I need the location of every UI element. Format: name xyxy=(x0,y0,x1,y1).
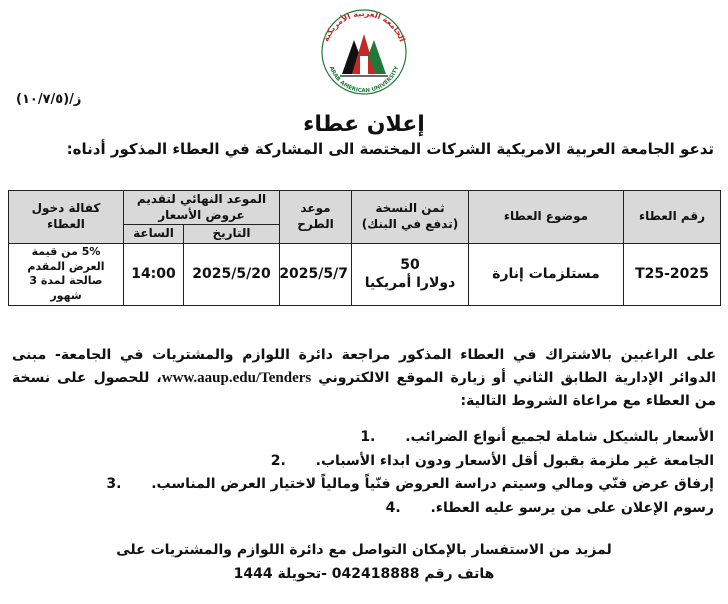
tender-table xyxy=(8,190,721,306)
cell-bond-line3: صالحة لمدة 3 شهور xyxy=(29,274,103,303)
header-release xyxy=(280,191,352,244)
contact-phone: هاتف رقم 042418888 -تحويلة 1444 xyxy=(233,566,495,582)
svg-text:الجامعة العربية الأمريكية: الجامعة العربية الأمريكية xyxy=(321,8,407,43)
header-bond-line1: كفالة دخول xyxy=(31,201,101,216)
instructions-text-end: ، للحصول على نسخة من العطاء مع مراعاة الشروط التالية: xyxy=(12,370,716,409)
tenders-website-link[interactable]: www.aaup.edu/Tenders xyxy=(161,370,312,386)
header-subject: موضوع العطاء xyxy=(469,191,624,244)
university-seal-icon xyxy=(312,6,416,96)
list-item xyxy=(74,450,714,474)
page-title: إعلان عطاء xyxy=(303,112,425,137)
university-logo xyxy=(312,6,416,96)
cell-release-date: 2025/5/7 xyxy=(280,243,352,305)
cell-bond-line1: 5% من قيمة xyxy=(31,244,101,258)
header-deadline-line2: عروض الأسعار xyxy=(158,207,245,222)
table-header-row xyxy=(9,191,721,225)
cell-bond-line2: العرض المقدم xyxy=(27,259,105,273)
list-item xyxy=(74,497,714,521)
header-deadline xyxy=(124,191,280,225)
cell-deadline-date: 2025/5/20 xyxy=(184,243,280,305)
table-row xyxy=(9,243,721,305)
list-item-number: 3. xyxy=(106,476,122,492)
instructions-paragraph xyxy=(12,344,716,413)
list-item xyxy=(74,426,714,450)
list-item-text: إرفاق عرض فنّي ومالي وسيتم دراسة العروض فنّياً ومالياً لاختيار العرض المناسب. xyxy=(151,476,714,492)
list-item-text: رسوم الإعلان على من يرسو عليه العطاء. xyxy=(430,499,714,516)
reference-number: ز/(١٠/٧/٥) xyxy=(16,92,82,107)
contact-info xyxy=(0,538,728,586)
cell-tender-no: T25-2025 xyxy=(624,243,721,305)
list-item-number: 1. xyxy=(360,429,376,445)
header-copy-price-line1: ثمن النسخة xyxy=(375,201,445,216)
cell-price-currency: دولارا أمريكيا xyxy=(364,275,456,292)
header-deadline-line1: الموعد النهائي لتقديم xyxy=(136,192,267,206)
list-item-number: 4. xyxy=(385,499,401,516)
header-tender-no: رقم العطاء xyxy=(624,191,721,244)
header-copy-price-line2: (تدفع في البنك) xyxy=(361,216,459,231)
cell-bond xyxy=(9,243,124,305)
header-bond-line2: العطاء xyxy=(47,216,85,231)
conditions-list xyxy=(74,426,714,520)
header-date: التاريخ xyxy=(184,225,280,244)
header-release-line2: الطرح xyxy=(297,216,334,231)
instructions-text-start: على الراغبين بالاشتراك في العطاء المذكور مراجعة دائرة اللوازم والمشتريات في الجامعة- مبنى الدوائر الإدارية الطابق الثاني أو زيارة الموقع الالكتروني xyxy=(12,347,716,386)
list-item-text: الجامعة غير ملزمة بقبول أقل الأسعار ودون ابداء الأسباب. xyxy=(315,452,714,469)
header-time: الساعة xyxy=(124,225,184,244)
list-item-number: 2. xyxy=(270,452,286,469)
cell-subject: مستلزمات إنارة xyxy=(469,243,624,305)
cell-price-amount: 50 xyxy=(400,257,420,274)
contact-line-1: لمزيد من الاستفسار بالإمكان التواصل مع دائرة اللوازم والمشتريات على xyxy=(116,542,612,558)
cell-deadline-time: 14:00 xyxy=(124,243,184,305)
list-item xyxy=(74,473,714,497)
list-item-text: الأسعار بالشيكل شاملة لجميع أنواع الضرائب. xyxy=(405,429,714,445)
intro-text: تدعو الجامعة العربية الامريكية الشركات المختصة الى المشاركة في العطاء المذكور أدناه: xyxy=(66,140,714,158)
header-release-line1: موعد xyxy=(300,201,331,216)
cell-copy-price xyxy=(352,243,469,305)
header-bond xyxy=(9,191,124,244)
svg-text:ARAB AMERICAN UNIVERSITY: ARAB AMERICAN UNIVERSITY xyxy=(327,65,401,95)
header-copy-price xyxy=(352,191,469,244)
